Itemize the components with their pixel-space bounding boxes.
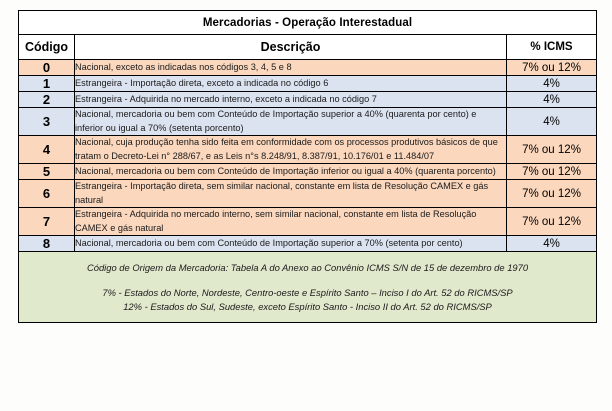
cell-description: Estrangeira - Importação direta, sem similar nacional, constante em lista de Resolução CAMEX e gás natural bbox=[75, 180, 507, 208]
footnote-block bbox=[19, 252, 597, 323]
cell-icms: 7% ou 12% bbox=[507, 208, 597, 236]
footnote-source-line: Código de Origem da Mercadoria: Tabela A do Anexo ao Convênio ICMS S/N de 15 de dezembro de 1970 bbox=[86, 261, 529, 273]
cell-icms: 4% bbox=[507, 108, 597, 136]
icms-origin-table bbox=[18, 10, 597, 323]
cell-code: 0 bbox=[19, 60, 75, 76]
table-row bbox=[19, 180, 597, 208]
table-row bbox=[19, 108, 597, 136]
cell-code: 7 bbox=[19, 208, 75, 236]
table-row bbox=[19, 136, 597, 164]
footnote-spacer bbox=[19, 275, 596, 286]
cell-icms: 7% ou 12% bbox=[507, 164, 597, 180]
column-header-code: Código bbox=[19, 35, 75, 60]
table-row bbox=[19, 236, 597, 252]
table-header-row bbox=[19, 35, 597, 60]
cell-icms: 7% ou 12% bbox=[507, 180, 597, 208]
column-header-icms: % ICMS bbox=[507, 35, 597, 60]
table-row bbox=[19, 76, 597, 92]
cell-description: Estrangeira - Importação direta, exceto a indicada no código 6 bbox=[75, 76, 507, 92]
column-header-description: Descrição bbox=[75, 35, 507, 60]
cell-code: 5 bbox=[19, 164, 75, 180]
cell-description: Nacional, mercadoria ou bem com Conteúdo de Importação superior a 70% (setenta por cento) bbox=[75, 236, 507, 252]
footnote-rate-7-line: 7% - Estados do Norte, Nordeste, Centro-oeste e Espírito Santo – Inciso I do Art. 52 do RICMS/SP bbox=[102, 286, 513, 298]
table-row bbox=[19, 208, 597, 236]
cell-icms: 7% ou 12% bbox=[507, 136, 597, 164]
footnote-rate-12-line: 12% - Estados do Sul, Sudeste, exceto Espírito Santo - Inciso II do Art. 52 do RICMS/SP bbox=[123, 300, 492, 312]
table-title: Mercadorias - Operação Interestadual bbox=[19, 11, 597, 35]
cell-description: Estrangeira - Adquirida no mercado interno, exceto a indicada no código 7 bbox=[75, 92, 507, 108]
table-row bbox=[19, 164, 597, 180]
cell-description: Nacional, cuja produção tenha sido feita em conformidade com os processos produtivos básicos de que tratam o Decreto-Lei n° 288/67, e as Leis n°s 8.248/91, 8.387/91, 10.176/01 e 11.484/07 bbox=[75, 136, 507, 164]
icms-origin-table-sheet bbox=[18, 10, 596, 323]
table-row bbox=[19, 92, 597, 108]
cell-code: 4 bbox=[19, 136, 75, 164]
cell-code: 1 bbox=[19, 76, 75, 92]
cell-code: 6 bbox=[19, 180, 75, 208]
cell-code: 8 bbox=[19, 236, 75, 252]
cell-description: Nacional, mercadoria ou bem com Conteúdo de Importação superior a 40% (quarenta por cento) e inferior ou igual a 70% (setenta porcento) bbox=[75, 108, 507, 136]
table-title-row bbox=[19, 11, 597, 35]
cell-icms: 4% bbox=[507, 76, 597, 92]
cell-code: 3 bbox=[19, 108, 75, 136]
cell-description: Nacional, exceto as indicadas nos códigos 3, 4, 5 e 8 bbox=[75, 60, 507, 76]
cell-icms: 4% bbox=[507, 236, 597, 252]
cell-icms: 4% bbox=[507, 92, 597, 108]
table-note-row bbox=[19, 252, 597, 323]
cell-description: Nacional, mercadoria ou bem com Conteúdo de Importação inferior ou igual a 40% (quarenta porcento) bbox=[75, 164, 507, 180]
cell-icms: 7% ou 12% bbox=[507, 60, 597, 76]
cell-description: Estrangeira - Adquirida no mercado interno, sem similar nacional, constante em lista de Resolução CAMEX e gás natural bbox=[75, 208, 507, 236]
table-body bbox=[19, 11, 597, 323]
cell-code: 2 bbox=[19, 92, 75, 108]
table-row bbox=[19, 60, 597, 76]
